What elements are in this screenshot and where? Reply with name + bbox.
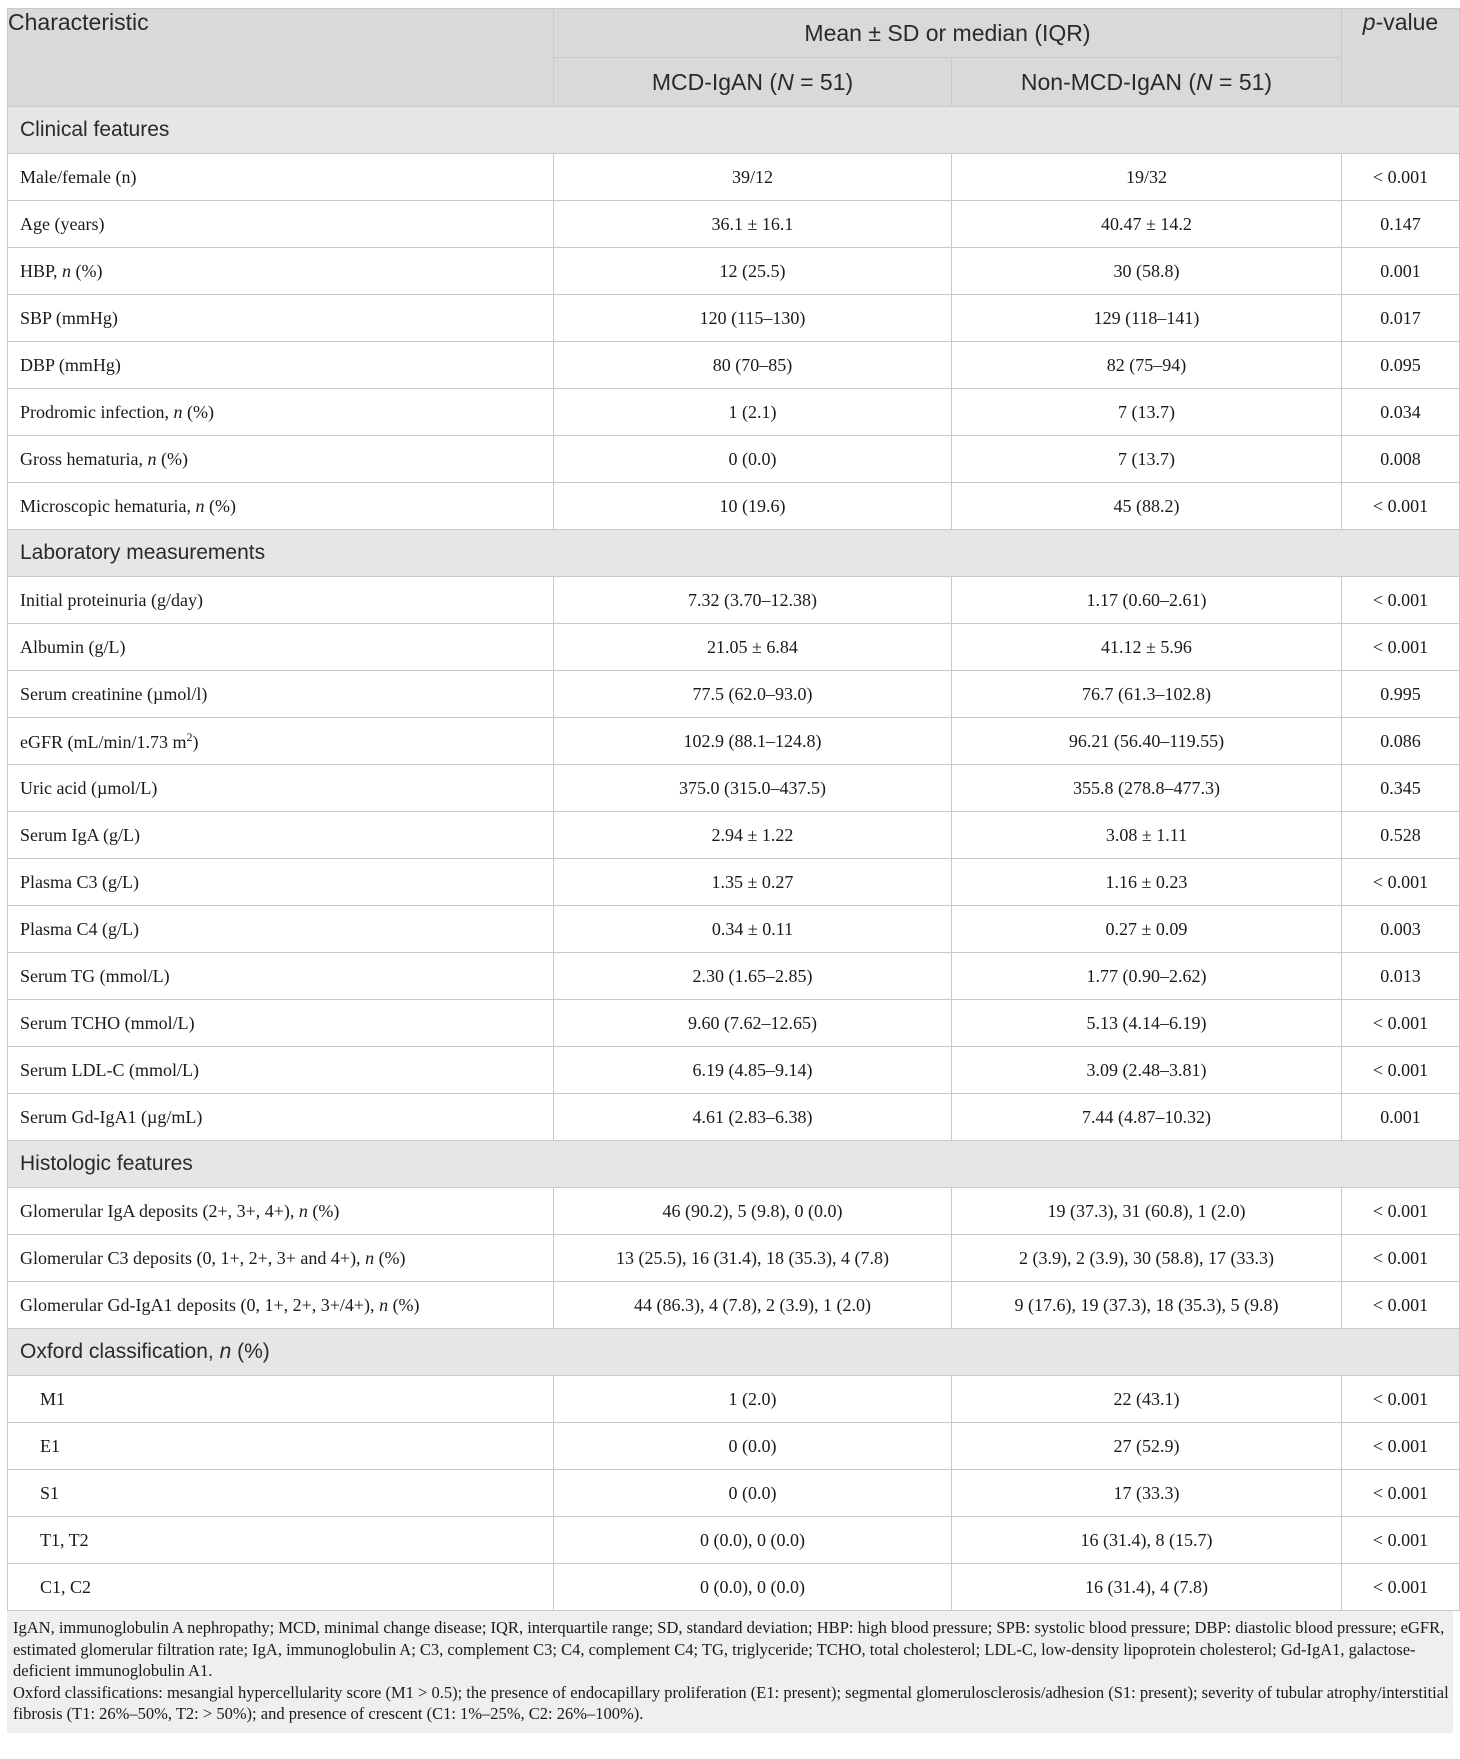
non-mcd-value: 1.17 (0.60–2.61) (952, 577, 1342, 624)
row-label-tail: (%) (307, 1200, 340, 1221)
non-mcd-value: 5.13 (4.14–6.19) (952, 1000, 1342, 1047)
row-label-text: Glomerular IgA deposits (2+, 3+, 4+), (20, 1200, 299, 1221)
row-label (8, 812, 554, 859)
footnote-abbreviations: IgAN, immunoglobulin A nephropathy; MCD, minimal change disease; IQR, interquartile range; SD, standard deviation; HBP: high blood pressure; SPB: systolic blood pressure; DBP: diastolic blood pressure; eGFR, estimated glomerular filtration rate; IgA, immunoglobulin A; C3, complement C3; C4, complement C4; TG, triglyceride; TCHO, total cholesterol; LDL-C, low-density lipoprotein cholesterol; Gd-IgA1, galactose-deficient immunoglobulin A1. (13, 1618, 1445, 1680)
non-mcd-value: 3.09 (2.48–3.81) (952, 1047, 1342, 1094)
non-mcd-value: 16 (31.4), 8 (15.7) (952, 1517, 1342, 1564)
p-value: 0.147 (1342, 201, 1460, 248)
row-label-italic: n (62, 260, 72, 281)
row-label-tail: (%) (182, 401, 214, 422)
p-value: < 0.001 (1342, 1423, 1460, 1470)
header-mcd-suffix: = 51) (793, 68, 854, 95)
section-title (8, 1329, 1460, 1376)
table-row (8, 1047, 1460, 1094)
table-row (8, 1517, 1460, 1564)
row-label-text: Serum creatinine (µmol/l) (20, 683, 208, 704)
section-title-italic: n (219, 1340, 232, 1363)
header-pvalue-rest: -value (1375, 9, 1439, 35)
p-value: 0.017 (1342, 295, 1460, 342)
row-label-text: Initial proteinuria (g/day) (20, 589, 203, 610)
row-label (8, 1517, 554, 1564)
p-value: 0.001 (1342, 1094, 1460, 1141)
row-label-text: Prodromic infection, (20, 401, 174, 422)
row-label-tail: (%) (156, 448, 188, 469)
row-label-text: E1 (40, 1435, 60, 1456)
section-title-text: Oxford classification, (20, 1340, 220, 1363)
row-label-italic: n (365, 1247, 375, 1268)
mcd-value: 2.30 (1.65–2.85) (554, 953, 952, 1000)
table-row (8, 577, 1460, 624)
row-label-italic: n (195, 495, 205, 516)
row-label (8, 1000, 554, 1047)
table-row (8, 1423, 1460, 1470)
non-mcd-value: 17 (33.3) (952, 1470, 1342, 1517)
row-label-text: Age (years) (20, 213, 105, 234)
mcd-value: 0.34 ± 0.11 (554, 906, 952, 953)
table-row (8, 624, 1460, 671)
table-row (8, 248, 1460, 295)
row-label (8, 1376, 554, 1423)
p-value: < 0.001 (1342, 1188, 1460, 1235)
row-label (8, 483, 554, 530)
table-row (8, 859, 1460, 906)
row-label-text: Uric acid (µmol/L) (20, 777, 158, 798)
p-value: 0.528 (1342, 812, 1460, 859)
row-label-text: Male/female (n) (20, 166, 137, 187)
row-label-italic: n (147, 448, 157, 469)
non-mcd-value: 82 (75–94) (952, 342, 1342, 389)
non-mcd-value: 0.27 ± 0.09 (952, 906, 1342, 953)
table-row (8, 1094, 1460, 1141)
row-label-tail: (%) (71, 260, 103, 281)
table-row (8, 436, 1460, 483)
mcd-value: 77.5 (62.0–93.0) (554, 671, 952, 718)
non-mcd-value: 2 (3.9), 2 (3.9), 30 (58.8), 17 (33.3) (952, 1235, 1342, 1282)
p-value: < 0.001 (1342, 1376, 1460, 1423)
section-title-text: Clinical features (20, 118, 170, 141)
row-label (8, 1094, 554, 1141)
mcd-value: 39/12 (554, 154, 952, 201)
non-mcd-value: 27 (52.9) (952, 1423, 1342, 1470)
header-non-n: N (1195, 68, 1213, 95)
mcd-value: 13 (25.5), 16 (31.4), 18 (35.3), 4 (7.8) (554, 1235, 952, 1282)
row-label-italic: n (379, 1294, 389, 1315)
row-label-tail: (%) (388, 1294, 420, 1315)
row-label (8, 1235, 554, 1282)
table-row (8, 154, 1460, 201)
header-mcd-prefix: MCD-IgAN ( (651, 68, 778, 95)
row-label-text: DBP (mmHg) (20, 354, 121, 375)
row-label-text: C1, C2 (40, 1576, 92, 1597)
row-label (8, 624, 554, 671)
p-value: 0.095 (1342, 342, 1460, 389)
header-pvalue-italic: p (1362, 9, 1376, 35)
mcd-value: 9.60 (7.62–12.65) (554, 1000, 952, 1047)
p-value: < 0.001 (1342, 577, 1460, 624)
mcd-value: 44 (86.3), 4 (7.8), 2 (3.9), 1 (2.0) (554, 1282, 952, 1329)
non-mcd-value: 9 (17.6), 19 (37.3), 18 (35.3), 5 (9.8) (952, 1282, 1342, 1329)
row-label (8, 718, 554, 765)
row-label-italic: n (298, 1200, 308, 1221)
p-value: 0.013 (1342, 953, 1460, 1000)
p-value: < 0.001 (1342, 1282, 1460, 1329)
section-row-clinical (8, 107, 1460, 154)
section-title (8, 107, 1460, 154)
p-value: < 0.001 (1342, 1000, 1460, 1047)
row-label-text: Glomerular C3 deposits (0, 1+, 2+, 3+ and 4+), (20, 1247, 366, 1268)
mcd-value: 12 (25.5) (554, 248, 952, 295)
section-title (8, 530, 1460, 577)
non-mcd-value: 19 (37.3), 31 (60.8), 1 (2.0) (952, 1188, 1342, 1235)
row-label (8, 859, 554, 906)
p-value: < 0.001 (1342, 859, 1460, 906)
row-label (8, 671, 554, 718)
p-value: < 0.001 (1342, 1235, 1460, 1282)
table-row (8, 1235, 1460, 1282)
row-label-text: HBP, (20, 260, 63, 281)
table-body (8, 107, 1460, 1611)
table-row (8, 1376, 1460, 1423)
row-label (8, 1282, 554, 1329)
table-row (8, 295, 1460, 342)
table-row (8, 1564, 1460, 1611)
non-mcd-value: 30 (58.8) (952, 248, 1342, 295)
mcd-value: 0 (0.0), 0 (0.0) (554, 1517, 952, 1564)
footnote-oxford: Oxford classifications: mesangial hypercellularity score (M1 > 0.5); the presence of endocapillary proliferation (E1: present); segmental glomerulosclerosis/adhesion (S1: present); severity of tubular atrophy/interstitial fibrosis (T1: 26%–50%, T2: > 50%); and presence of crescent (C1: 1%–25%, C2: 26%–100%). (13, 1682, 1449, 1723)
table-page (0, 8, 1460, 1759)
table-row (8, 389, 1460, 436)
mcd-value: 36.1 ± 16.1 (554, 201, 952, 248)
table-row (8, 718, 1460, 765)
non-mcd-value: 76.7 (61.3–102.8) (952, 671, 1342, 718)
header-group: Mean ± SD or median (IQR) (554, 9, 1342, 58)
row-label-text: Albumin (g/L) (20, 636, 126, 657)
non-mcd-value: 129 (118–141) (952, 295, 1342, 342)
row-label-text: Plasma C3 (g/L) (20, 871, 139, 892)
mcd-value: 80 (70–85) (554, 342, 952, 389)
mcd-value: 21.05 ± 6.84 (554, 624, 952, 671)
non-mcd-value: 40.47 ± 14.2 (952, 201, 1342, 248)
row-label (8, 1564, 554, 1611)
table-row (8, 1000, 1460, 1047)
row-label (8, 389, 554, 436)
table-row (8, 671, 1460, 718)
row-label (8, 953, 554, 1000)
section-row-lab (8, 530, 1460, 577)
mcd-value: 0 (0.0) (554, 1470, 952, 1517)
non-mcd-value: 22 (43.1) (952, 1376, 1342, 1423)
p-value: < 0.001 (1342, 1047, 1460, 1094)
header-mcd-igan (554, 58, 952, 107)
row-label (8, 295, 554, 342)
row-label-text: Serum TG (mmol/L) (20, 965, 170, 986)
p-value: < 0.001 (1342, 1564, 1460, 1611)
header-non-prefix: Non-MCD-IgAN ( (1020, 68, 1196, 95)
mcd-value: 120 (115–130) (554, 295, 952, 342)
row-label-sup: 2 (186, 729, 193, 744)
row-label-text: Serum Gd-IgA1 (µg/mL) (20, 1106, 203, 1127)
mcd-value: 1 (2.1) (554, 389, 952, 436)
table-row (8, 483, 1460, 530)
row-label (8, 248, 554, 295)
row-label-text: Microscopic hematuria, (20, 495, 196, 516)
table-row (8, 1282, 1460, 1329)
section-title-text: Laboratory measurements (20, 541, 266, 564)
non-mcd-value: 19/32 (952, 154, 1342, 201)
non-mcd-value: 7 (13.7) (952, 436, 1342, 483)
row-label-text: T1, T2 (40, 1529, 89, 1550)
p-value: 0.003 (1342, 906, 1460, 953)
mcd-value: 6.19 (4.85–9.14) (554, 1047, 952, 1094)
non-mcd-value: 3.08 ± 1.11 (952, 812, 1342, 859)
table-row (8, 906, 1460, 953)
row-label-text: Serum TCHO (mmol/L) (20, 1012, 195, 1033)
row-label (8, 436, 554, 483)
p-value: 0.086 (1342, 718, 1460, 765)
mcd-value: 46 (90.2), 5 (9.8), 0 (0.0) (554, 1188, 952, 1235)
characteristics-table (7, 8, 1460, 1611)
table-row (8, 812, 1460, 859)
mcd-value: 1 (2.0) (554, 1376, 952, 1423)
mcd-value: 0 (0.0), 0 (0.0) (554, 1564, 952, 1611)
p-value: 0.001 (1342, 248, 1460, 295)
non-mcd-value: 7 (13.7) (952, 389, 1342, 436)
p-value: < 0.001 (1342, 1517, 1460, 1564)
table-footnotes (7, 1611, 1453, 1733)
row-label-text: Serum IgA (g/L) (20, 824, 140, 845)
header-non-mcd-igan (952, 58, 1342, 107)
mcd-value: 375.0 (315.0–437.5) (554, 765, 952, 812)
non-mcd-value: 41.12 ± 5.96 (952, 624, 1342, 671)
non-mcd-value: 96.21 (56.40–119.55) (952, 718, 1342, 765)
p-value: 0.345 (1342, 765, 1460, 812)
table-row (8, 765, 1460, 812)
mcd-value: 2.94 ± 1.22 (554, 812, 952, 859)
p-value: < 0.001 (1342, 483, 1460, 530)
section-title-text: Histologic features (20, 1152, 193, 1175)
row-label-text: Glomerular Gd-IgA1 deposits (0, 1+, 2+, 3+/4+), (20, 1294, 380, 1315)
mcd-value: 4.61 (2.83–6.38) (554, 1094, 952, 1141)
p-value: 0.995 (1342, 671, 1460, 718)
table-row (8, 342, 1460, 389)
header-pvalue (1342, 9, 1460, 107)
row-label-tail: (%) (374, 1247, 406, 1268)
mcd-value: 10 (19.6) (554, 483, 952, 530)
non-mcd-value: 355.8 (278.8–477.3) (952, 765, 1342, 812)
row-label (8, 1188, 554, 1235)
row-label (8, 1047, 554, 1094)
non-mcd-value: 16 (31.4), 4 (7.8) (952, 1564, 1342, 1611)
row-label-tail: ) (192, 731, 199, 752)
p-value: < 0.001 (1342, 624, 1460, 671)
header-mcd-n: N (777, 68, 794, 95)
p-value: 0.008 (1342, 436, 1460, 483)
row-label (8, 1423, 554, 1470)
table-row (8, 1470, 1460, 1517)
row-label-text: eGFR (mL/min/1.73 m (20, 731, 187, 752)
row-label (8, 201, 554, 248)
row-label-text: Plasma C4 (g/L) (20, 918, 139, 939)
mcd-value: 1.35 ± 0.27 (554, 859, 952, 906)
non-mcd-value: 45 (88.2) (952, 483, 1342, 530)
row-label-text: M1 (40, 1388, 66, 1409)
row-label (8, 577, 554, 624)
non-mcd-value: 1.77 (0.90–2.62) (952, 953, 1342, 1000)
section-row-histo (8, 1141, 1460, 1188)
section-title (8, 1141, 1460, 1188)
p-value: < 0.001 (1342, 1470, 1460, 1517)
mcd-value: 102.9 (88.1–124.8) (554, 718, 952, 765)
row-label (8, 342, 554, 389)
mcd-value: 7.32 (3.70–12.38) (554, 577, 952, 624)
mcd-value: 0 (0.0) (554, 436, 952, 483)
row-label-text: SBP (mmHg) (20, 307, 118, 328)
row-label-text: Gross hematuria, (20, 448, 148, 469)
row-label-tail: (%) (204, 495, 236, 516)
header-non-suffix: = 51) (1212, 68, 1273, 95)
p-value: 0.034 (1342, 389, 1460, 436)
row-label (8, 765, 554, 812)
non-mcd-value: 7.44 (4.87–10.32) (952, 1094, 1342, 1141)
p-value: < 0.001 (1342, 154, 1460, 201)
header-characteristic: Characteristic (8, 9, 554, 107)
section-row-oxford (8, 1329, 1460, 1376)
table-row (8, 953, 1460, 1000)
mcd-value: 0 (0.0) (554, 1423, 952, 1470)
table-header (8, 9, 1460, 107)
row-label-text: Serum LDL-C (mmol/L) (20, 1059, 199, 1080)
non-mcd-value: 1.16 ± 0.23 (952, 859, 1342, 906)
row-label (8, 1470, 554, 1517)
section-title-tail: (%) (231, 1340, 270, 1363)
row-label-italic: n (173, 401, 183, 422)
row-label (8, 154, 554, 201)
table-row (8, 201, 1460, 248)
table-row (8, 1188, 1460, 1235)
row-label (8, 906, 554, 953)
row-label-text: S1 (40, 1482, 60, 1503)
